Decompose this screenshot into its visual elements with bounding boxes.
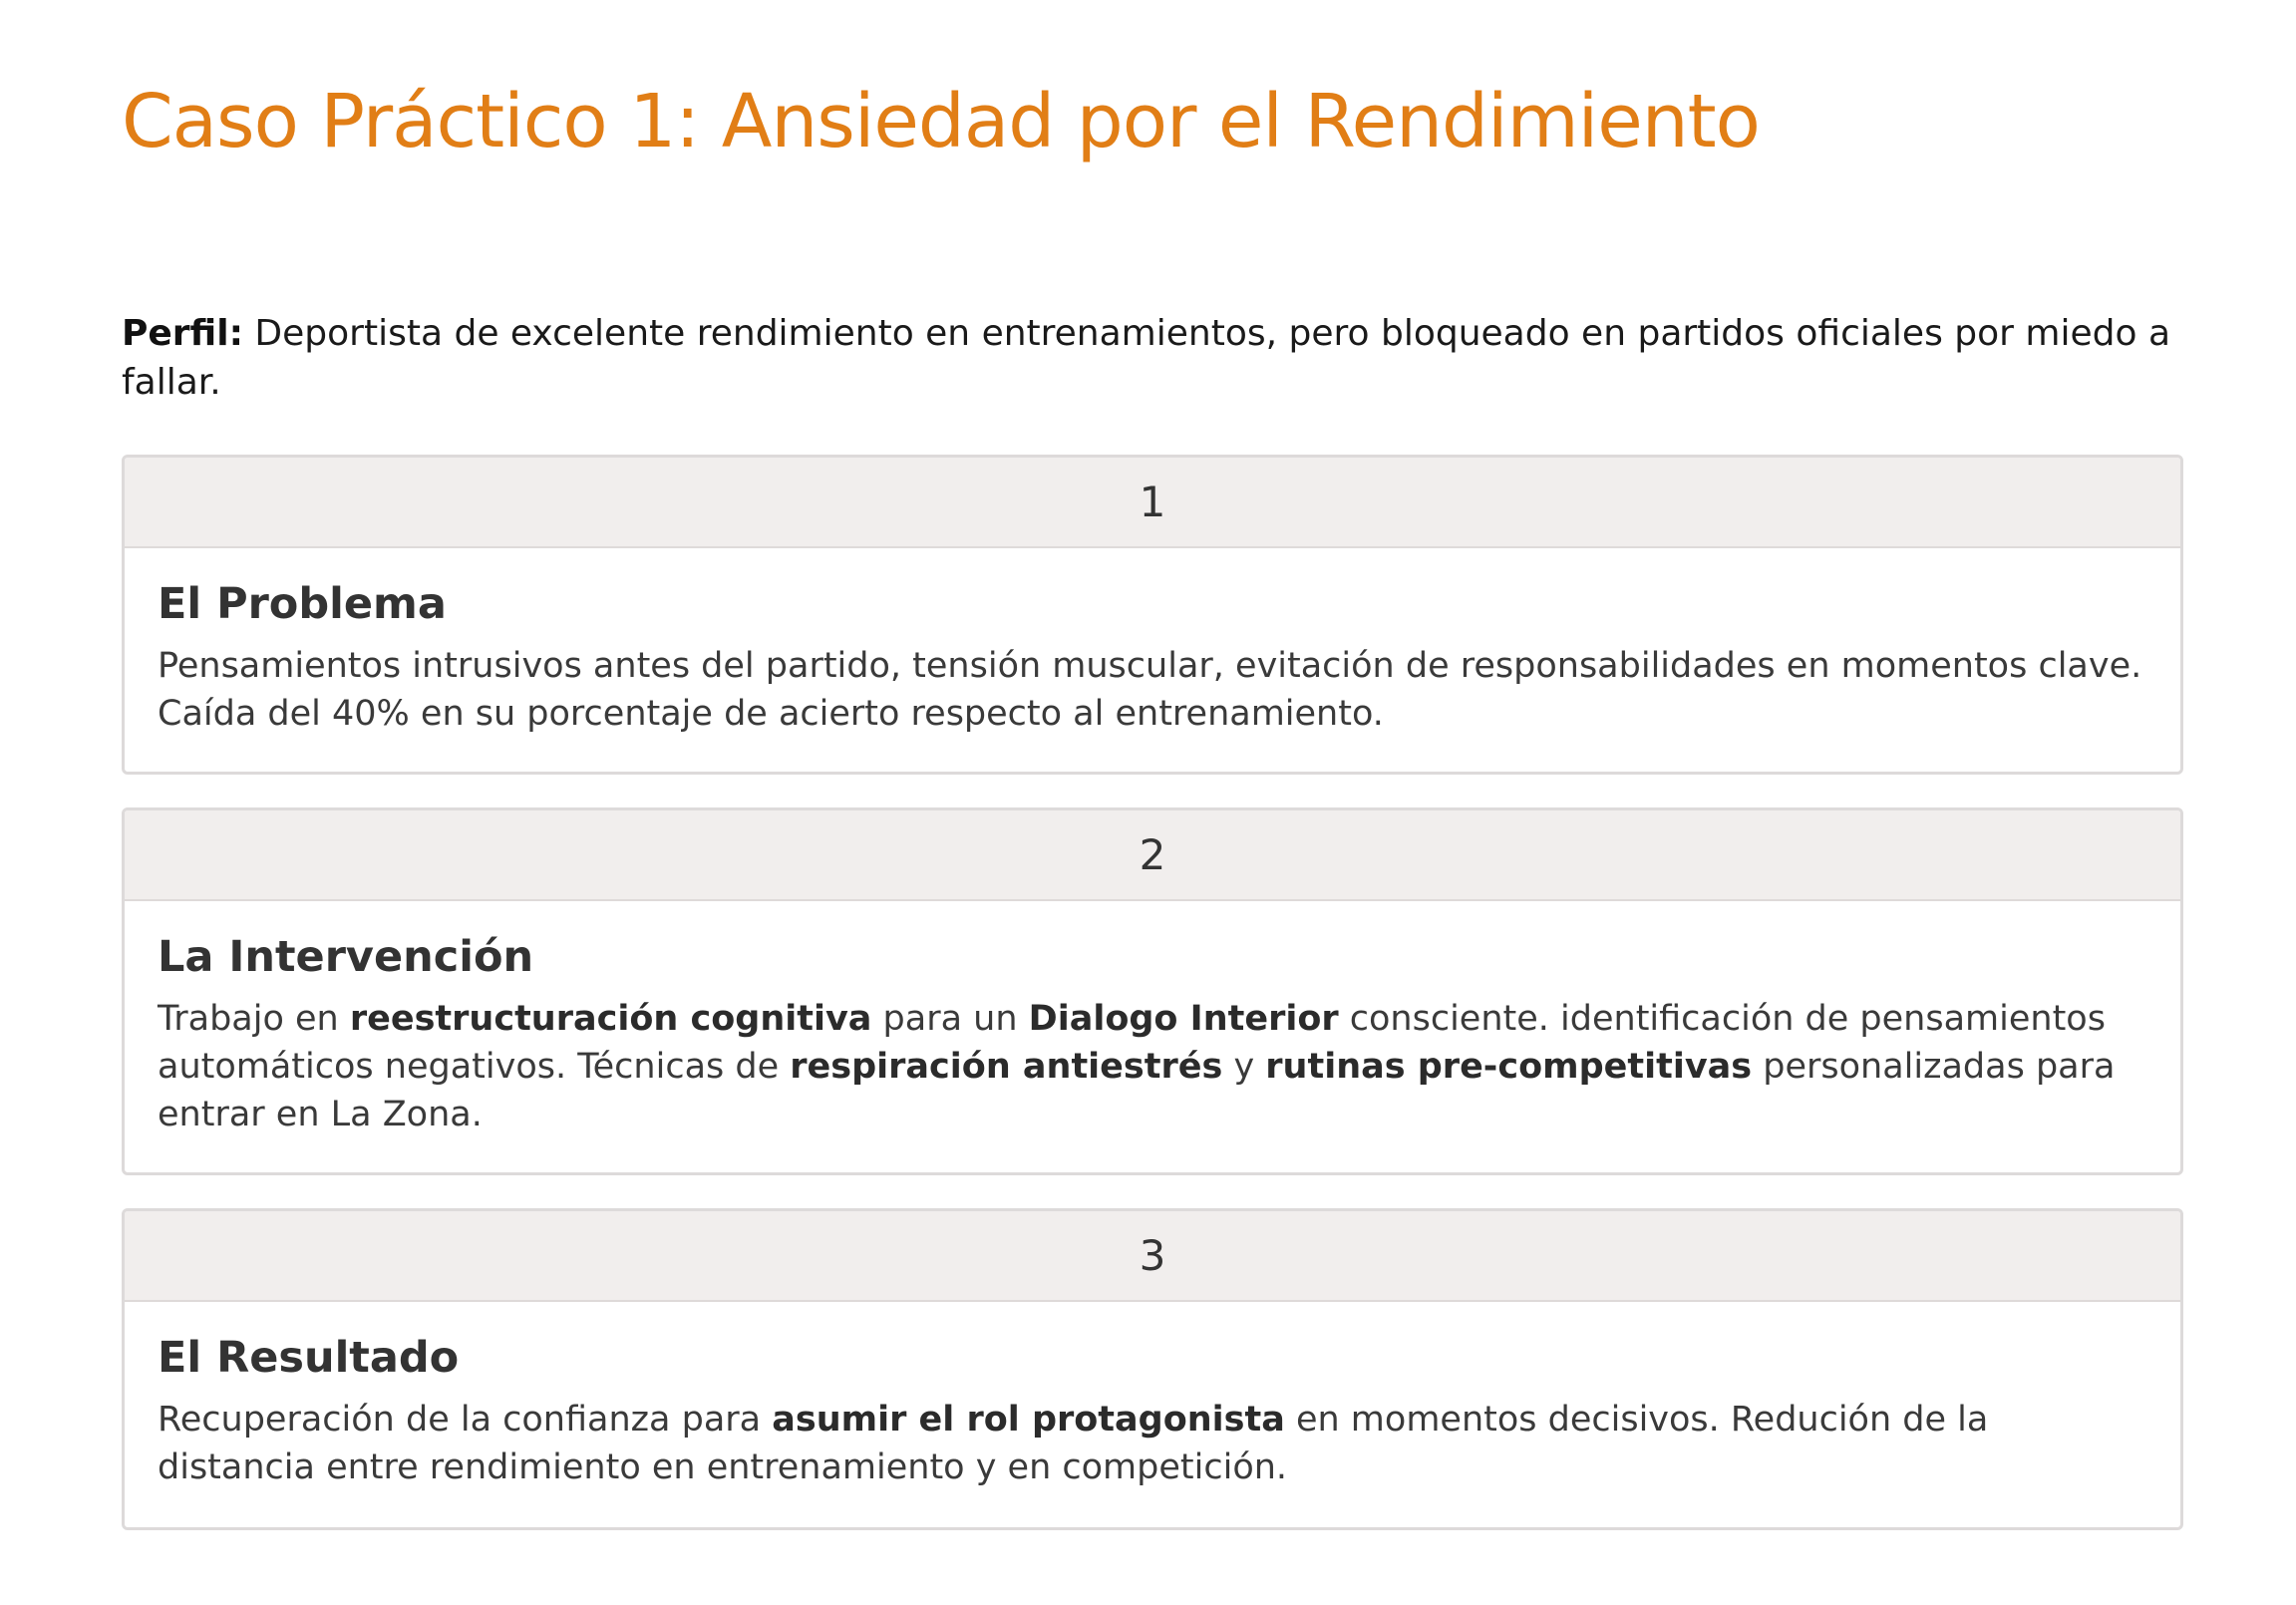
- body-text: para un: [871, 999, 1029, 1039]
- emphasis-text: reestructuración cognitiva: [349, 999, 872, 1039]
- body-text: Trabajo en: [158, 999, 350, 1039]
- case-study-page: [122, 0, 2183, 1605]
- emphasis-text: respiración antiestrés: [790, 1047, 1223, 1087]
- card-body: [125, 901, 2180, 1138]
- step-number: 2: [125, 810, 2180, 901]
- card-title: El Problema: [158, 579, 447, 629]
- card-body: [125, 548, 2180, 738]
- card-text: [158, 642, 2147, 738]
- emphasis-text: asumir el rol protagonista: [772, 1400, 1285, 1440]
- card-text: [158, 1396, 2147, 1491]
- card-title: El Resultado: [158, 1333, 460, 1383]
- body-text: Pensamientos intrusivos antes del partido, tensión muscular, evitación de responsabilidades en momentos clave. Caída del 40% en su porcentaje de acierto respecto al entrenamiento.: [158, 646, 2142, 734]
- card-body: [125, 1302, 2180, 1491]
- profile-paragraph: [122, 309, 2183, 407]
- body-text: Recuperación de la confianza para: [158, 1400, 773, 1440]
- step-number: 3: [125, 1211, 2180, 1302]
- profile-label: Perfil:: [122, 313, 243, 354]
- page-title: Caso Práctico 1: Ansiedad por el Rendimiento: [122, 79, 1760, 164]
- emphasis-text: Dialogo Interior: [1028, 999, 1339, 1039]
- card-title: La Intervención: [158, 932, 534, 982]
- body-text: y: [1222, 1047, 1266, 1087]
- step-number: 1: [125, 458, 2180, 548]
- body-text: personalizadas para entrar en La Zona.: [158, 1047, 2116, 1134]
- body-text: en momentos decisivos. Redución de la distancia entre rendimiento en entrenamiento y en competición.: [158, 1400, 1989, 1487]
- step-card-result: [122, 1208, 2183, 1530]
- step-card-problem: [122, 455, 2183, 775]
- step-card-intervention: [122, 807, 2183, 1175]
- body-text: consciente. identificación de pensamientos automáticos negativos. Técnicas de: [158, 999, 2106, 1087]
- emphasis-text: rutinas pre-competitivas: [1265, 1047, 1753, 1087]
- card-text: [158, 995, 2147, 1138]
- profile-text: Deportista de excelente rendimiento en entrenamientos, pero bloqueado en partidos oficiales por miedo a fallar.: [122, 313, 2170, 403]
